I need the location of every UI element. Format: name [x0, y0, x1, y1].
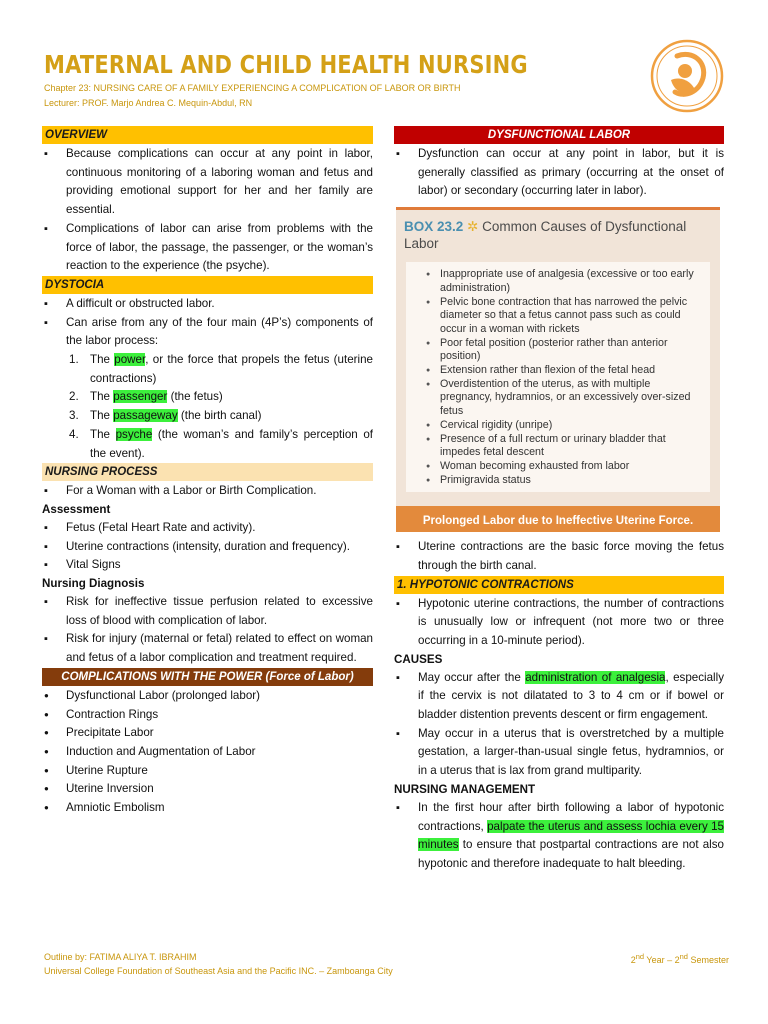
nursing-management-heading: NURSING MANAGEMENT	[394, 782, 536, 796]
causes-list	[406, 262, 710, 487]
list-item: ▪ In the first hour after birth following a labor of hypotonic contractions, palpate the uterus and assess lochia every 15 minutes to ensure that postpartal contractions are not also hypotonic and therefore inadequate to halt bleeding.	[394, 799, 724, 874]
overview-heading: OVERVIEW	[42, 126, 373, 144]
highlight-psyche: psyche	[115, 427, 153, 441]
list-item: ● Uterine Inversion	[42, 780, 373, 799]
hypotonic-def-list	[394, 595, 724, 651]
list-item: ● Primigravida status	[426, 474, 702, 488]
page-footer	[44, 950, 734, 978]
causes-heading: CAUSES	[394, 652, 443, 666]
highlight-passenger: passenger	[113, 390, 168, 404]
list-item: 1. The power, or the force that propels the fetus (uterine contractions)	[69, 353, 373, 385]
list-item: ● Inappropriate use of analgesia (excessive or too early administration)	[426, 268, 702, 295]
page-title: MATERNAL AND CHILD HEALTH NURSING	[44, 50, 528, 79]
list-item: ▪ Uterine contractions (intensity, duration and frequency).	[42, 538, 373, 557]
list-item: ▪ Uterine contractions are the basic force moving the fetus through the birth canal.	[394, 538, 724, 575]
outline-credit: Outline by: FATIMA ALIYA T. IBRAHIM	[44, 952, 197, 962]
lecturer-line: Lecturer: PROF. Marjo Andrea C. Mequin-Abdul, RN	[44, 98, 253, 108]
causes-text-list	[394, 669, 724, 781]
list-item: ● Contraction Rings	[42, 706, 373, 725]
highlight-power: power	[114, 353, 146, 367]
list-item: ▪ May occur after the administration of analgesia, especially if the cervix is not dilatated to 3 to 4 cm or if bowel or bladder distention prevents descent or firm engagement.	[394, 669, 724, 725]
list-item: ▪ Can arise from any of the four main (4P’s) components of the labor process:	[42, 314, 373, 351]
list-item: ● Pelvic bone contraction that has narrowed the pelvic diameter so that a fetus cannot pass such as could occur in a woman with rickets	[426, 296, 702, 337]
box-title: BOX 23.2 ✲ Common Causes of Dysfunctional Labor	[404, 219, 687, 252]
box-footer: Prolonged Labor due to Ineffective Uterine Force.	[396, 506, 720, 532]
list-item: ● Dysfunctional Labor (prolonged labor)	[42, 687, 373, 706]
highlight-palpate: palpate the uterus and assess lochia every 15 minutes	[418, 819, 725, 852]
list-item: ▪ Vital Signs	[42, 556, 373, 575]
list-item: 2. The passenger (the fetus)	[69, 390, 223, 404]
list-item: ▪ May occur in a uterus that is overstretched by a multiple gestation, a larger-than-usual single fetus, hydramnios, or in a uterus that is lax from grand multiparity.	[394, 725, 724, 781]
list-item: ● Cervical rigidity (unripe)	[426, 419, 702, 433]
page-header	[44, 50, 644, 110]
np-intro-list	[42, 482, 373, 501]
box-content	[406, 262, 710, 492]
list-item: ● Poor fetal position (posterior rather than anterior position)	[426, 337, 702, 364]
school-name: Universal College Foundation of Southeast Asia and the Pacific INC. – Zamboanga City	[44, 966, 393, 976]
mother-child-logo-icon	[649, 38, 725, 114]
list-item: ● Induction and Augmentation of Labor	[42, 743, 373, 762]
power-complications-list	[42, 687, 373, 818]
list-item: 4. The psyche (the woman’s and family’s perception of the event).	[69, 427, 373, 460]
list-item: 3. The passageway (the birth canal)	[69, 409, 262, 423]
right-column	[394, 126, 724, 874]
power-complications-heading: COMPLICATIONS WITH THE POWER (Force of Labor)	[42, 668, 373, 686]
list-item: ▪ Dysfunction can occur at any point in labor, but it is generally classified as primary (occurring at the onset of labor) or secondary (occurring later in labor).	[394, 145, 724, 201]
highlight-passageway: passageway	[113, 409, 178, 423]
list-item: ▪ Fetus (Fetal Heart Rate and activity).	[42, 519, 373, 538]
uterine-intro-list	[394, 538, 724, 575]
list-item: ▪ Because complications can occur at any point in labor, continuous monitoring of a laboring woman and fetus and providing emotional support for her and her family are essential.	[42, 145, 373, 220]
highlight-analgesia: administration of analgesia	[525, 670, 666, 684]
list-item: ● Amniotic Embolism	[42, 799, 373, 818]
diagnosis-list	[42, 593, 373, 668]
four-p-list	[42, 351, 373, 463]
box-23-2	[396, 207, 720, 532]
list-item: ● Overdistention of the uterus, as with multiple pregnancy, hydramnios, or an excessively over-sized fetus	[426, 378, 702, 419]
list-item: ▪ Risk for ineffective tissue perfusion related to excessive loss of blood with complication of labor.	[42, 593, 373, 630]
left-column	[42, 126, 373, 818]
diagnosis-heading: Nursing Diagnosis	[42, 577, 145, 591]
year-semester: 2nd Year – 2nd Semester	[630, 952, 729, 965]
asterisk-icon: ✲	[467, 219, 479, 235]
list-item: ● Precipitate Labor	[42, 724, 373, 743]
assessment-heading: Assessment	[42, 502, 111, 516]
list-item: ● Extension rather than flexion of the fetal head	[426, 364, 702, 378]
hypotonic-heading: 1. HYPOTONIC CONTRACTIONS	[394, 576, 724, 594]
list-item: ● Uterine Rupture	[42, 762, 373, 781]
list-item: ▪ For a Woman with a Labor or Birth Complication.	[42, 482, 373, 501]
list-item: ▪ Complications of labor can arise from problems with the force of labor, the passage, the passenger, or the woman’s reaction to the experience (the psyche).	[42, 220, 373, 276]
dysfunction-intro-list	[394, 145, 724, 201]
list-item: ▪ A difficult or obstructed labor.	[42, 295, 373, 314]
dystocia-heading: DYSTOCIA	[42, 276, 373, 294]
list-item: ● Presence of a full rectum or urinary bladder that impedes fetal descent	[426, 433, 702, 460]
list-item: ● Woman becoming exhausted from labor	[426, 460, 702, 474]
list-item: ▪ Hypotonic uterine contractions, the number of contractions is unusually low or infrequent (not more two or three occurring in a 10-minute period).	[394, 595, 724, 651]
list-item: ▪ Risk for injury (maternal or fetal) related to effect on woman and fetus of a labor complication and treatment required.	[42, 630, 373, 667]
assessment-list	[42, 519, 373, 575]
dysfunctional-labor-heading: DYSFUNCTIONAL LABOR	[394, 126, 724, 144]
overview-list	[42, 145, 373, 276]
dystocia-list	[42, 295, 373, 351]
chapter-line: Chapter 23: NURSING CARE OF A FAMILY EXPERIENCING A COMPLICATION OF LABOR OR BIRTH	[44, 83, 461, 93]
management-list	[394, 799, 724, 874]
nursing-process-heading: NURSING PROCESS	[42, 463, 373, 481]
